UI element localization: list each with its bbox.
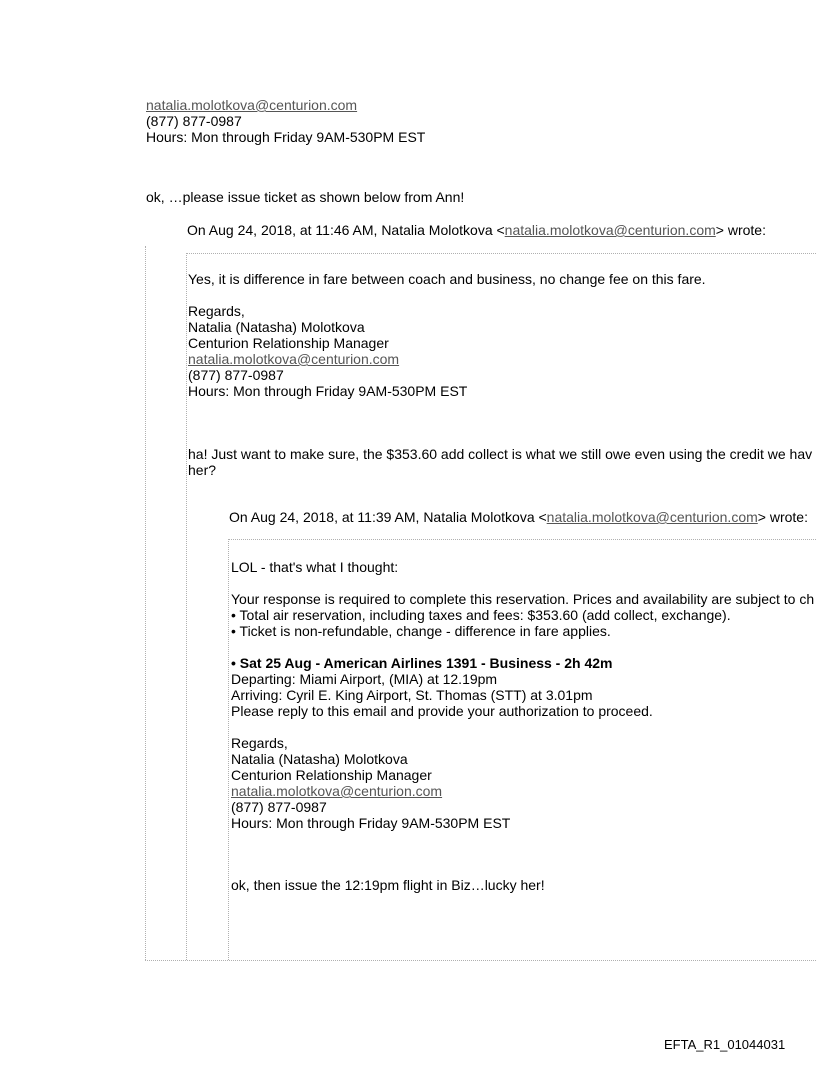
signature-hours: Hours: Mon through Friday 9AM-530PM EST: [146, 129, 426, 145]
quote-border-outer-bottom: [145, 960, 816, 961]
quote-header-1-prefix: On Aug 24, 2018, at 11:46 AM, Natalia Molotkova <: [187, 222, 505, 238]
quote-header-2-email-link[interactable]: natalia.molotkova@centurion.com: [546, 509, 758, 525]
message-2-sig-email-link[interactable]: natalia.molotkova@centurion.com: [188, 351, 400, 367]
message-3-sig-title: Centurion Relationship Manager: [231, 767, 432, 783]
message-2-reply-line-2: her?: [188, 462, 217, 478]
message-3-sig-name: Natalia (Natasha) Molotkova: [231, 751, 408, 767]
message-3-intro: LOL - that's what I thought:: [231, 559, 399, 575]
document-id: EFTA_R1_01044031: [664, 1037, 786, 1052]
message-2-reply-line-1: ha! Just want to make sure, the $353.60 add collect is what we still owe even using the credit we hav: [188, 446, 813, 462]
quote-border-level1: [186, 253, 187, 960]
flight-departing: Departing: Miami Airport, (MIA) at 12.19pm: [231, 671, 498, 687]
message-3-response-required: Your response is required to complete this reservation. Prices and availability are subject to ch: [231, 591, 815, 607]
message-2-sig-title: Centurion Relationship Manager: [188, 335, 389, 351]
final-reply: ok, then issue the 12:19pm flight in Biz…lucky her!: [231, 877, 545, 893]
flight-arriving: Arriving: Cyril E. King Airport, St. Thomas (STT) at 3.01pm: [231, 687, 593, 703]
quote-border-level2: [228, 539, 229, 960]
message-3-bullet-total: • Total air reservation, including taxes and fees: $353.60 (add collect, exchange).: [231, 607, 731, 623]
message-2-regards: Regards,: [188, 303, 245, 319]
signature-email-link[interactable]: natalia.molotkova@centurion.com: [146, 97, 358, 113]
signature-phone: (877) 877-0987: [146, 113, 242, 129]
flight-title: • Sat 25 Aug - American Airlines 1391 - Business - 2h 42m: [231, 655, 613, 671]
quote-border-level2-top: [228, 539, 816, 540]
quote-header-2-prefix: On Aug 24, 2018, at 11:39 AM, Natalia Molotkova <: [229, 509, 547, 525]
message-2-sig-phone: (877) 877-0987: [188, 367, 284, 383]
quote-header-1-suffix: > wrote:: [715, 222, 766, 238]
message-3-sig-hours: Hours: Mon through Friday 9AM-530PM EST: [231, 815, 511, 831]
quote-header-2: [229, 509, 808, 525]
reply-1-body: ok, …please issue ticket as shown below from Ann!: [146, 189, 465, 205]
message-3-sig-phone: (877) 877-0987: [231, 799, 327, 815]
message-3-bullet-ticket: • Ticket is non-refundable, change - difference in fare applies.: [231, 623, 611, 639]
message-3-regards: Regards,: [231, 735, 288, 751]
authorization-request: Please reply to this email and provide your authorization to proceed.: [231, 703, 653, 719]
message-2-body: Yes, it is difference in fare between coach and business, no change fee on this fare.: [188, 271, 706, 287]
quote-header-1-email-link[interactable]: natalia.molotkova@centurion.com: [504, 222, 716, 238]
quote-header-1: [187, 222, 766, 238]
message-3-sig-email-link[interactable]: natalia.molotkova@centurion.com: [231, 783, 443, 799]
quote-header-2-suffix: > wrote:: [757, 509, 808, 525]
quote-border-level1-top: [186, 253, 816, 254]
message-2-sig-hours: Hours: Mon through Friday 9AM-530PM EST: [188, 383, 468, 399]
quote-border-outer: [145, 246, 146, 960]
message-2-sig-name: Natalia (Natasha) Molotkova: [188, 319, 365, 335]
